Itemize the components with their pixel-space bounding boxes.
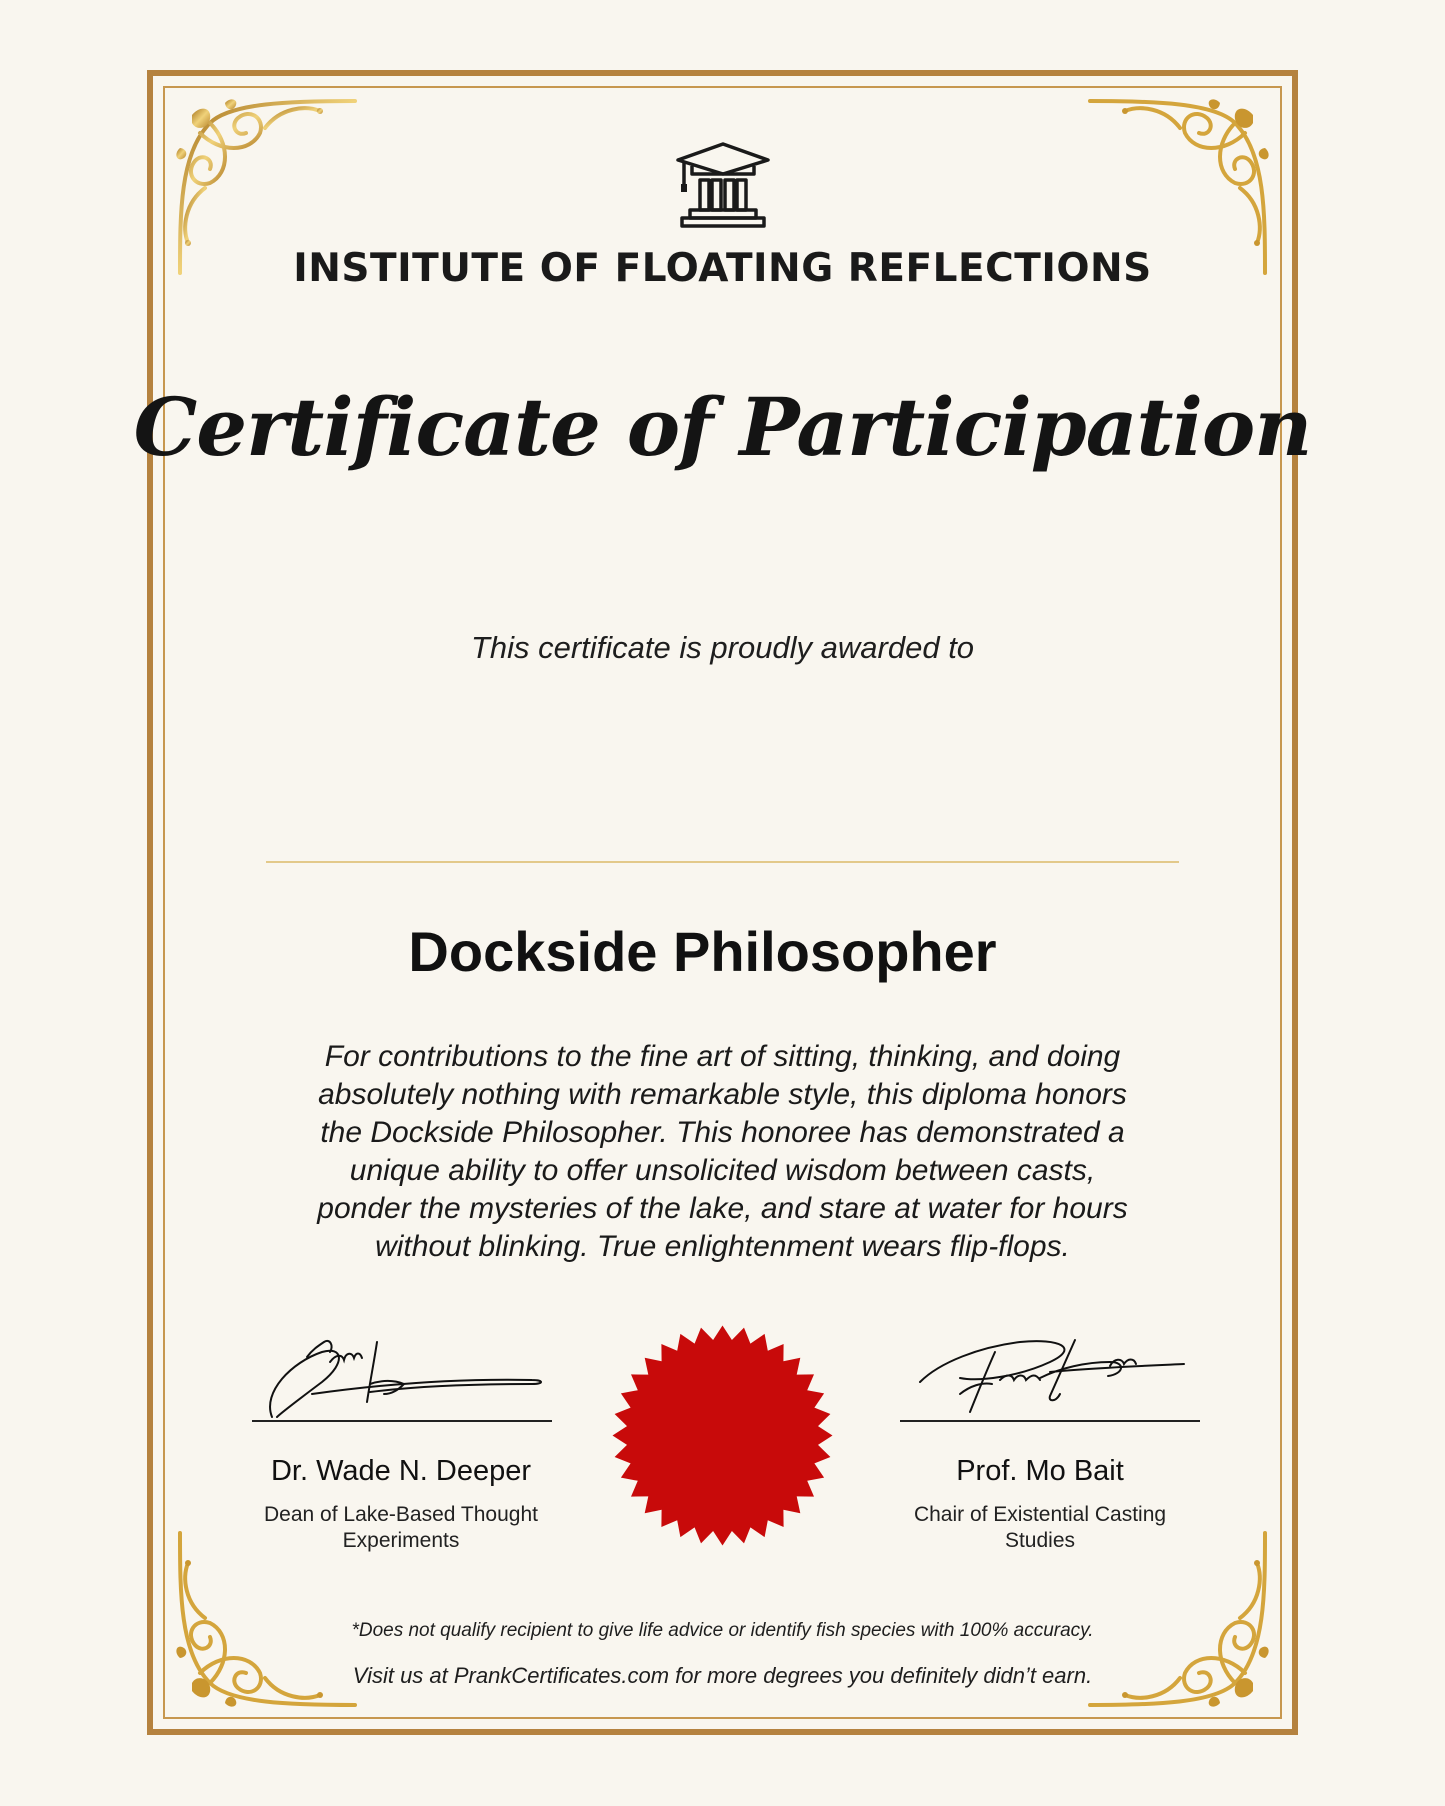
institute-name: INSTITUTE OF FLOATING REFLECTIONS	[293, 246, 1152, 291]
recipient-line	[266, 861, 1179, 863]
signature-line	[900, 1420, 1200, 1422]
institution-graduation-cap-icon	[672, 140, 774, 232]
visit-text: Visit us at PrankCertificates.com for more degrees you definitely didn’t earn.	[352, 1663, 1093, 1688]
certificate-description: For contributions to the fine art of sitting, thinking, and doing absolutely nothing with remarkable style, this diploma honors the Dockside Philosopher. This honoree has demonstrated a unique ability to offer unsolicited wisdom between casts, ponder the mysteries of the lake, and stare at water for hours without blinking. True enlightenment wears flip-flops.	[317, 1040, 1128, 1263]
signatory-name: Dr. Wade N. Deeper	[270, 1455, 532, 1487]
signatory-title: Dean of Lake-Based Thought Experiments	[264, 1503, 538, 1552]
certificate-title: Certificate of Participation	[133, 380, 1312, 474]
signatory-name: Prof. Mo Bait	[956, 1455, 1124, 1487]
signature-line	[252, 1420, 552, 1422]
honoree-name: Dockside Philosopher	[408, 920, 997, 983]
signatory-title: Chair of Existential Casting Studies	[913, 1503, 1167, 1552]
red-wax-seal-icon	[610, 1323, 835, 1548]
signature-icon	[252, 1322, 552, 1432]
signature-icon	[900, 1322, 1200, 1432]
awarded-text: This certificate is proudly awarded to	[470, 630, 975, 665]
disclaimer-text: *Does not qualify recipient to give life advice or identify fish species with 100% accuracy.	[351, 1620, 1094, 1641]
